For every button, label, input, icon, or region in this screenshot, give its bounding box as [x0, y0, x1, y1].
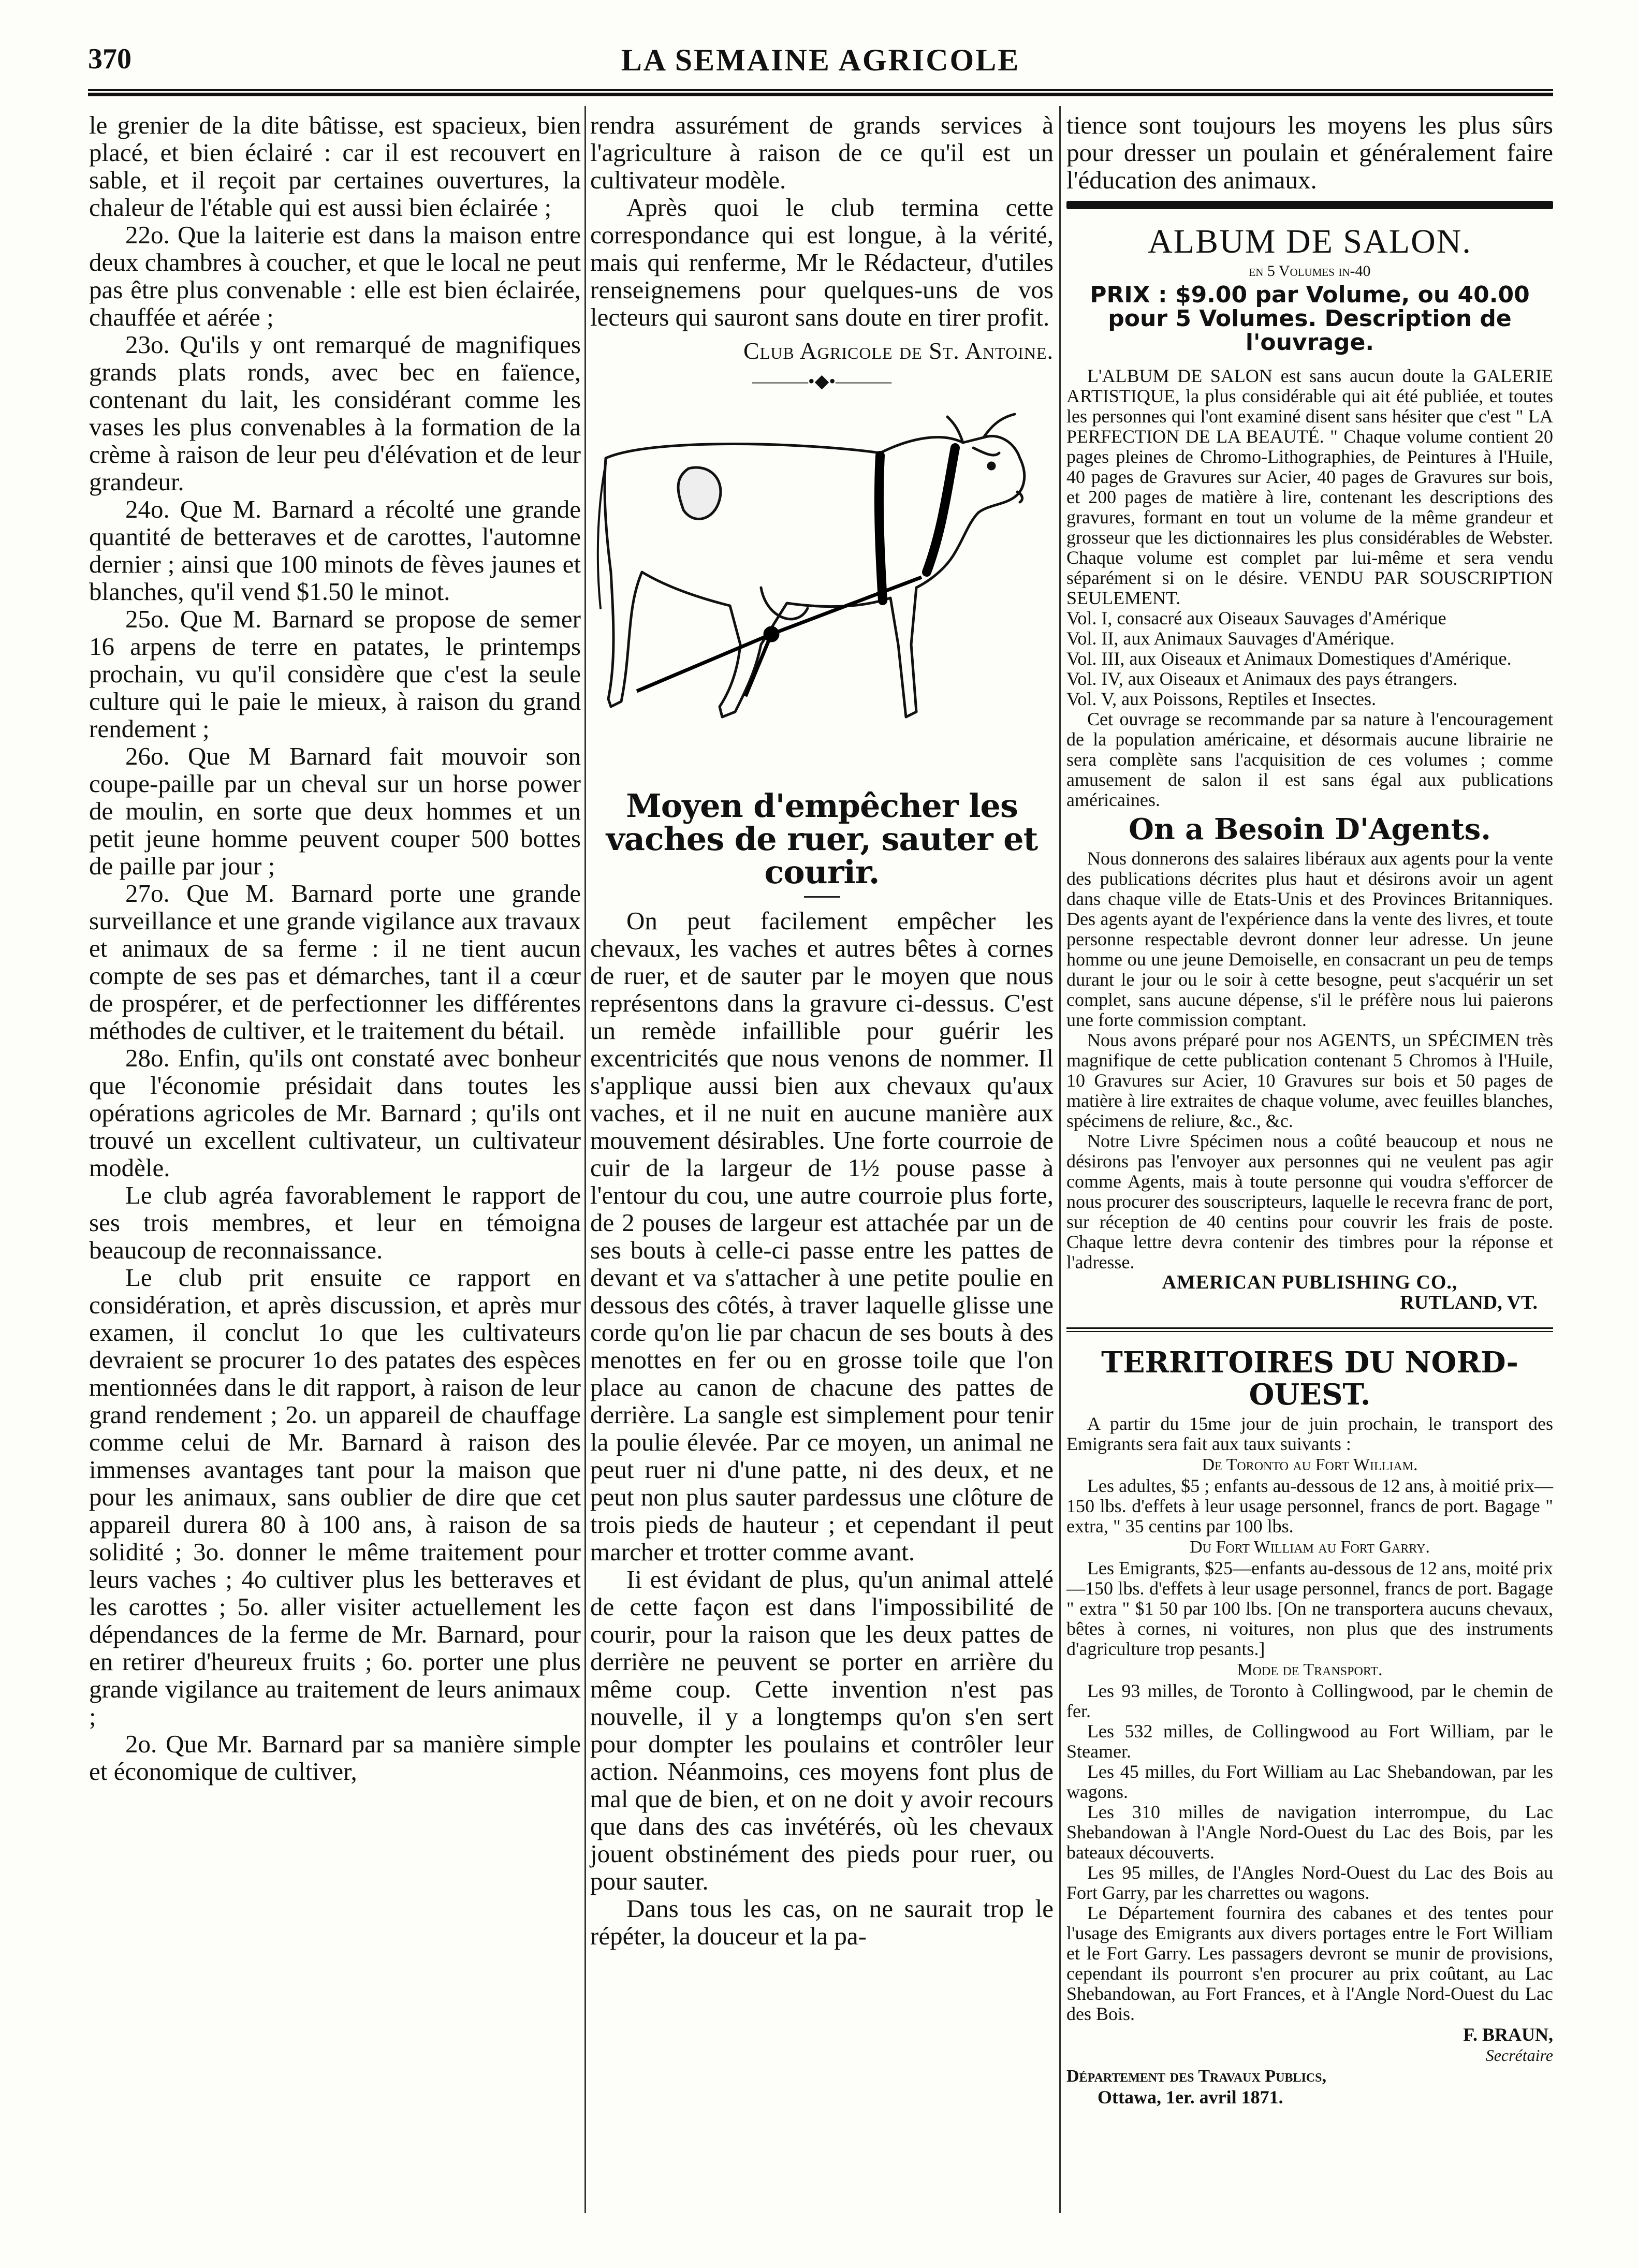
notice-title: TERRITOIRES DU NORD-OUEST. — [1101, 1345, 1518, 1412]
route-heading: De Toronto au Fort William. — [1202, 1455, 1418, 1474]
list-item: Vol. IV, aux Oiseaux et Animaux des pays étrangers. — [1066, 668, 1458, 689]
agents-heading: On a Besoin D'Agents. — [1129, 812, 1491, 846]
paragraph: Le club prit ensuite ce rapport en considération, et après discussion, et après mur examen, il conclut 1o que les cultivateurs devraient se procurer 1o des patates des espèces mentionnées dans le dit rapport, à raison de leur grand rendement ; 2o. un appareil de chauffage comme celui de Mr. Barnard à raison des immenses avantages tant pour la maison que pour les animaux, sans oublier de dire que cet appareil durera 80 à 100 ans, à raison de sa solidité ; 3o. donner le même traitement pour leurs vaches ; 4o cultiver plus les betteraves et les carottes ; 5o. aller visiter actuellement les dépendances de la ferme de Mr. Barnard, pour en retirer d'heureux fruits ; 6o. porter une plus grande vigilance au traitement de leurs animaux ; — [89, 1263, 581, 1731]
paragraph: 22o. Que la laiterie est dans la maison entre deux chambres à coucher, et que le local ne peut pas être plus convenable : elle est bien éclairée, chauffée et aérée ; — [89, 221, 581, 331]
volume-list — [1066, 608, 1553, 709]
page-number: 370 — [88, 43, 131, 75]
ornament-divider: ———•◆•——— — [752, 371, 891, 391]
heavy-divider — [1066, 201, 1553, 209]
paragraph: 28o. Enfin, qu'ils ont constaté avec bonheur que l'économie présidait dans toutes les opérations agricoles de Mr. Barnard ; qu'ils ont trouvé un excellent cultivateur, un cultivateur modèle. — [89, 1044, 581, 1182]
paragraph: Après quoi le club termina cette correspondance qui est longue, à la vérité, mais qui renferme, Mr le Rédacteur, d'utiles renseignemens pour quelques-uns de vos lecteurs qui sauront sans doute en tirer profit. — [590, 193, 1054, 331]
album-advertisement — [1066, 224, 1553, 1313]
short-rule — [804, 896, 840, 898]
paragraph: 24o. Que M. Barnard a récolté une grande quantité de betteraves et de carottes, l'automne dernier ; ainsi que 100 minots de fèves jaunes et blanches, qu'il vend $1.50 le minot. — [89, 495, 581, 606]
publisher-name: AMERICAN PUBLISHING CO., — [1162, 1271, 1458, 1293]
paragraph: tience sont toujours les moyens les plus sûrs pour dresser un poulain et généralement faire l'éducation des animaux. — [1066, 111, 1553, 194]
paragraph: le grenier de la dite bâtisse, est spacieux, bien placé, et bien éclairé : car il est recouvert en sable, et il reçoit par certaines ouvertures, la chaleur de l'étable qui est aussi bien éclairée ; — [89, 111, 581, 222]
mode-heading: Mode de Transport. — [1237, 1660, 1383, 1679]
article-title: Moyen d'empêcher les vaches de ruer, sauter et courir. — [606, 787, 1038, 891]
ad-paragraph: Notre Livre Spécimen nous a coûté beaucoup et nous ne désirons pas l'envoyer aux personnes qui ne veulent pas agir comme Agents, mais à toute personne qui voudra s'efforcer de nous procurer des souscripteurs, laquelle le recevra franc de port, sur réception de 40 centins pour couvrir les frais de poste. Chaque lettre devra contenir des timbres pour la réponse et l'adresse. — [1066, 1131, 1553, 1272]
ad-paragraph: Nous avons préparé pour nos AGENTS, un SPÉCIMEN très magnifique de cette publication contenant 5 Chromos à l'Huile, 10 Gravures sur Acier, 10 Gravures sur bois et 50 pages de matière à lire extraites de chaque volume, avec feuilles blanches, spécimens de reliure, &c., &c. — [1066, 1030, 1553, 1131]
mode-item: Les 310 milles de navigation interrompue, du Lac Shebandowan à l'Angle Nord-Ouest du Lac des Bois, par les bateaux découverts. — [1066, 1802, 1553, 1863]
mode-item: Les 93 milles, de Toronto à Collingwood, par le chemin de fer. — [1066, 1680, 1553, 1721]
paragraph: 26o. Que M Barnard fait mouvoir son coupe-paille par un cheval sur un horse power de moulin, en sorte que deux hommes et un petit jeune homme peuvent couper 500 bottes de paille par jour ; — [89, 742, 581, 880]
masthead-title: LA SEMAINE AGRICOLE — [621, 43, 1020, 77]
page-header — [88, 42, 1553, 89]
list-item: Vol. V, aux Poissons, Reptiles et Insectes. — [1066, 689, 1377, 709]
notice-paragraph: Les adultes, $5 ; enfants au-dessous de 12 ans, à moitié prix—150 lbs. d'effets à leur usage personnel, francs de port. Bagage " extra, " 35 centins par 100 lbs. — [1066, 1475, 1553, 1537]
paragraph: Dans tous les cas, on ne saurait trop le répéter, la douceur et la pa- — [590, 1894, 1054, 1950]
ad-paragraph: Cet ouvrage se recommande par sa nature à l'encouragement de la population américaine, et désormais aucune librairie ne sera complète sans l'acquisition de ces volumes ; comme amusement de salon il est sans égal aux publications américaines. — [1066, 709, 1553, 810]
header-rule — [88, 89, 1553, 96]
cow-harness-illustration — [590, 401, 1054, 779]
column-1 — [89, 111, 581, 1785]
paragraph: Le club agréa favorablement le rapport de ses trois membres, et leur en témoigna beaucoup de reconnaissance. — [89, 1181, 581, 1264]
territoires-notice — [1066, 1347, 1553, 2108]
list-item: Vol. I, consacré aux Oiseaux Sauvages d'Amérique — [1066, 608, 1446, 628]
notice-paragraph: Les Emigrants, $25—enfants au-dessous de 12 ans, moité prix—150 lbs. d'effets à leur usage personnel, francs de port. Bagage " extra " $1 50 par 100 lbs. [On ne transportera aucuns chevaux, bêtes à cornes, ni voitures, non plus que des instruments d'agriculture trop pesants.] — [1066, 1558, 1553, 1659]
notice-paragraph: A partir du 15me jour de juin prochain, le transport des Emigrants sera fait aux taux suivants : — [1066, 1413, 1553, 1454]
mode-item: Les 95 milles, de l'Angles Nord-Ouest du Lac des Bois au Fort Garry, par les charrettes ou wagons. — [1066, 1862, 1553, 1903]
paragraph: 2o. Que Mr. Barnard par sa manière simple et économique de cultiver, — [89, 1730, 581, 1786]
notice-date: Ottawa, 1er. avril 1871. — [1098, 2087, 1283, 2108]
mode-item: Les 532 milles, de Collingwood au Fort William, par le Steamer. — [1066, 1721, 1553, 1762]
signer-name: F. BRAUN, — [1463, 2024, 1553, 2045]
paragraph: Ii est évidant de plus, qu'un animal attelé de cette façon est dans l'impossibilité de courir, pour la raison que les deux pattes de derrière ne peuvent se porter en arrière du même coup. Cette invention n'est pas nouvelle, il y a longtemps qu'on s'en sert pour dompter les poulains et contrôler leur action. Néanmoins, ces moyens font plus de mal que de bien, et on ne doit y avoir recours que dans des cas invétérés, où les chevaux jouent obstinément des pieds pour ruer, ou pour sauter. — [590, 1565, 1054, 1895]
route-heading: Du Fort William au Fort Garry. — [1190, 1538, 1430, 1557]
department-name: Département des Travaux Publics, — [1066, 2067, 1326, 2086]
paragraph: On peut facilement empêcher les chevaux, les vaches et autres bêtes à cornes de ruer, et de sauter par le moyen que nous représentons dans la gravure ci-dessus. C'est un remède infaillible pour guérir les excentricités que nous venons de nommer. Il s'applique aussi bien aux chevaux qu'aux vaches, et il ne nuit en aucune manière aux mouvement désirables. Une forte courroie de cuir de la largeur de 1½ pouse passe à l'entour du cou, une autre courroie plus forte, de 2 pouses de largeur est attachée par un de ses bouts à celle-ci passe entre les pattes de devant et va s'attacher à une petite poulie en dessous des côtés, à traver laquelle glisse une corde qu'on lie par chacun de ses bouts à des menottes en fer ou en grosse toile que l'on place au canon de chacune des pattes de derrière. La sangle est simplement pour tenir la poulie élevée. Par ce moyen, un animal ne peut ruer ni d'une patte, ni des deux, et ne peut non plus sauter pardessus une clôture de trois pieds de hauteur ; et cependant il peut marcher et trotter comme avant. — [590, 906, 1054, 1566]
paragraph: 25o. Que M. Barnard se propose de semer 16 arpens de terre en patates, le printemps prochain, vu qu'il considère que c'est la seule culture qui le paie le mieux, à raison du grand rendement ; — [89, 605, 581, 743]
column-rule — [584, 106, 586, 2213]
ad-title: ALBUM DE SALON. — [1148, 223, 1472, 260]
list-item: Vol. II, aux Animaux Sauvages d'Amérique. — [1066, 628, 1395, 649]
paragraph: 27o. Que M. Barnard porte une grande surveillance et une grande vigilance aux travaux et animaux de sa ferme : il ne tient aucun compte de ses pas et démarches, tant il a cœur de prospérer, et de perfectionner les différentes méthodes de cultiver, et le traitement du bétail. — [89, 879, 581, 1045]
ad-price: PRIX : $9.00 par Volume, ou 40.00 pour 5 Volumes. Description de l'ouvrage. — [1090, 282, 1530, 356]
ad-subtitle: en 5 Volumes in-40 — [1249, 262, 1371, 280]
column-2 — [590, 111, 1054, 1950]
club-signature: Club Agricole de St. Antoine. — [743, 338, 1054, 364]
signer-title: Secrétaire — [1485, 2046, 1553, 2065]
list-item: Vol. III, aux Oiseaux et Animaux Domestiques d'Amérique. — [1066, 648, 1512, 669]
ad-paragraph: Nous donnerons des salaires libéraux aux agents pour la vente des publications décrites plus haut et désirons avoir un agent dans chaque ville de Etats-Unis et des Provinces Britanniques. Des agents ayant de l'expérience dans la vente des livres, et toute personne respectable devront donner leur adresse. Un jeune homme ou une jeune Demoiselle, en consacrant un peu de temps durant le jour ou le soir à cette besogne, peut s'acquérir un set complet, sans aucune dépense, s'il le préfère nous lui paierons une forte commission comptant. — [1066, 848, 1553, 1030]
section-divider — [1066, 1327, 1553, 1332]
publisher-city: RUTLAND, VT. — [1400, 1292, 1538, 1313]
paragraph: rendra assurément de grands services à l'agriculture à raison de ce qu'il est un cultivateur modèle. — [590, 111, 1054, 194]
mode-item: Le Département fournira des cabanes et des tentes pour l'usage des Emigrants aux divers portages entre le Fort William et le Fort Garry. Les passagers devront se munir de provisions, cependant ils pourront s'en procurer au prix coûtant, au Lac Shebandowan, au Fort Frances, et à l'Angle Nord-Ouest du Lac des Bois. — [1066, 1903, 1553, 2024]
mode-item: Les 45 milles, du Fort William au Lac Shebandowan, par les wagons. — [1066, 1761, 1553, 1802]
paragraph: 23o. Qu'ils y ont remarqué de magnifiques grands plats ronds, avec bec en faïence, contenant du lait, les considérant comme les vases les plus convenables à la formation de la crème à raison de leur peu d'élévation et de leur grandeur. — [89, 330, 581, 496]
ad-paragraph: L'ALBUM DE SALON est sans aucun doute la GALERIE ARTISTIQUE, la plus considérable qui ait été publiée, et toutes les personnes qui l'ont examiné disent sans hésiter que c'est " LA PERFECTION DE LA BEAUTÉ. " Chaque volume contient 20 pages pleines de Chromo-Lithographies, de Peintures à l'Huile, 40 pages de Gravures sur Acier, 40 pages de Gravures sur bois, et 200 pages de matière à lire, contenant les descriptions des gravures, formant en tout un volume de la même grandeur et grosseur que les dictionnaires les plus considérables de Webster. Chaque volume est complet par lui-même et sera vendu séparément si on le désire. VENDU PAR SOUSCRIPTION SEULEMENT. — [1066, 365, 1553, 608]
column-rule — [1059, 106, 1061, 2213]
column-3 — [1066, 111, 1553, 2108]
